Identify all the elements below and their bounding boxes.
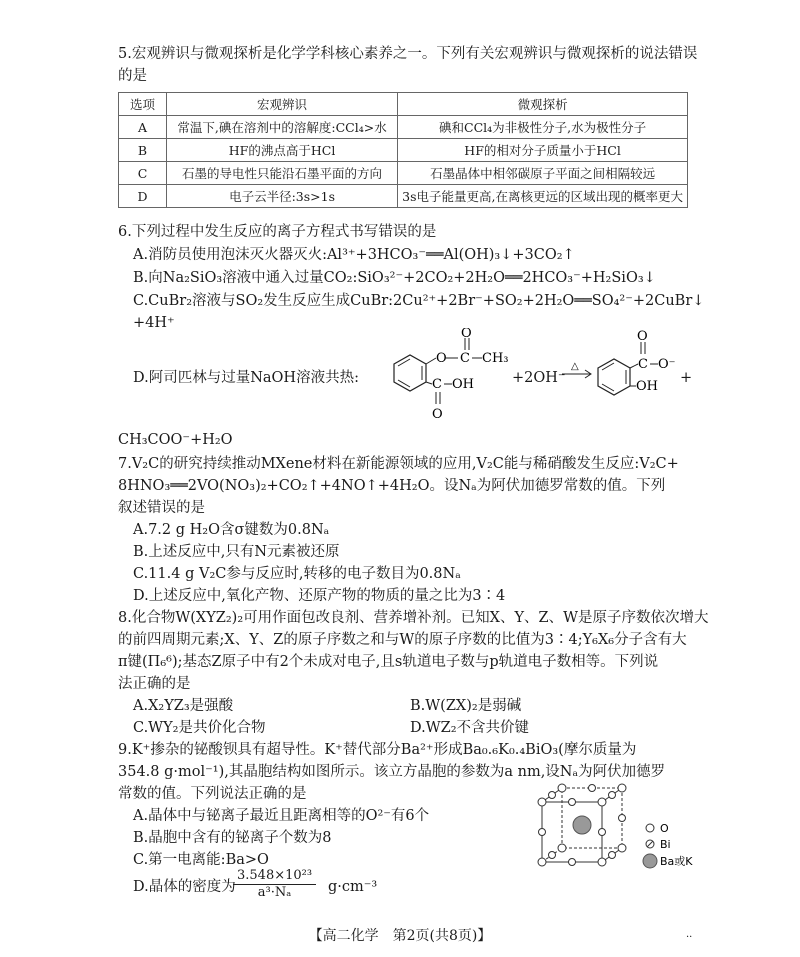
legend-o: O [660,822,669,835]
salicylate-c-label: C [638,357,648,372]
legend-ba-k: Ba或K [660,855,693,868]
table-header-cell: 微观探析 [398,93,688,116]
table-cell: C [119,162,167,185]
table-row [119,116,688,139]
salicylate-o-minus: O⁻ [658,357,676,372]
q8-stem-line3: π键(Π₆⁶);基态Z原子中有2个未成对电子,且s轨道电子数与p轨道电子数相等。下列说 [118,654,659,670]
table-cell: 电子云半径:3s>1s [166,185,397,208]
aspirin-structure [372,328,512,424]
q7-option-a: A.7.2 g H₂O含σ键数为0.8Nₐ [133,522,330,538]
heat-arrow [560,360,594,384]
table-cell: B [119,139,167,162]
table-cell: HF的沸点高于HCl [166,139,397,162]
q6-stem: 6.下列过程中发生反应的离子方程式书写错误的是 [118,224,437,240]
density-fraction [233,868,316,901]
q9-stem-line2: 354.8 g·mol⁻¹),其晶胞结构如图所示。该立方晶胞的参数为a nm,设Nₐ为阿伏加德罗 [118,764,666,780]
q9-stem-line3: 常数的值。下列说法正确的是 [118,786,307,802]
q5-table [118,92,688,208]
aspirin-c2-label: C [432,377,442,392]
q6-option-d-prefix: D.阿司匹林与过量NaOH溶液共热: [133,370,359,386]
table-cell: 碘和CCl₄为非极性分子,水为极性分子 [398,116,688,139]
q7-stem-line2: 8HNO₃══2VO(NO₃)₂+CO₂↑+4NO↑+4H₂O。设Nₐ为阿伏加德罗常数的值。下列 [118,478,666,494]
q6-option-c-line2: +4H⁺ [133,315,175,331]
q8-option-d: D.WZ₂不含共价键 [410,720,530,736]
q6-option-c-line1: C.CuBr₂溶液与SO₂发生反应生成CuBr:2Cu²⁺+2Br⁻+SO₂+2H₂O══SO₄²⁻+2CuBr↓ [133,293,705,309]
table-cell: D [119,185,167,208]
q8-option-b: B.W(ZX)₂是弱碱 [410,698,522,714]
q6-d-plus: + [680,370,693,386]
q8-stem-line1: 8.化合物W(XYZ₂)₂可用作面包改良剂、营养增补剂。已知X、Y、Z、W是原子序数依次增大 [118,610,709,626]
table-cell: A [119,116,167,139]
q8-stem-line4: 法正确的是 [118,676,191,692]
density-denominator: a³·Nₐ [257,885,292,900]
aspirin-o-label: O [436,351,447,366]
q9-option-b: B.晶胞中含有的铋离子个数为8 [133,830,332,846]
q8-option-a: A.X₂YZ₃是强酸 [133,698,234,714]
table-cell: 常温下,碘在溶剂中的溶解度:CCl₄>水 [166,116,397,139]
salicylate-o-top: O [637,329,648,344]
q7-option-b: B.上述反应中,只有N元素被还原 [133,544,340,560]
q7-option-d: D.上述反应中,氧化产物、还原产物的物质的量之比为3∶4 [133,588,506,604]
q6-d-line2: CH₃COO⁻+H₂O [118,432,233,448]
salicylate-structure [590,328,693,398]
aspirin-ch3: CH₃ [482,351,509,366]
corner-mark: ·· [686,932,693,943]
aspirin-oh: OH [452,377,474,392]
table-row [119,139,688,162]
aspirin-c-label: C [460,351,470,366]
q9-option-d-prefix: D.晶体的密度为 [133,879,236,895]
table-header-cell: 选项 [119,93,167,116]
density-unit: g·cm⁻³ [328,879,378,895]
salicylate-oh: OH [636,379,658,394]
q9-option-c: C.第一电离能:Ba>O [133,852,269,868]
legend-bi: Bi [660,838,671,851]
q8-stem-line2: 的前四周期元素;X、Y、Z的原子序数之和与W的原子序数的比值为3∶4;Y₆X₆分子含有大 [118,632,687,648]
q6-d-reagent: +2OH⁻ [512,370,566,386]
q7-stem-line1: 7.V₂C的研究持续推动MXene材料在新能源领域的应用,V₂C能与稀硝酸发生反应:V₂C+ [118,456,679,472]
table-cell: 石墨晶体中相邻碳原子平面之间相隔较远 [398,162,688,185]
table-row [119,162,688,185]
page-footer: 【高二化学 第2页(共8页)】 [308,928,492,944]
q8-option-c: C.WY₂是共价化合物 [133,720,266,736]
crystal-cell-figure [530,782,710,878]
q6-option-a: A.消防员使用泡沫灭火器灭火:Al³⁺+3HCO₃⁻══Al(OH)₃↓+3CO₂↑ [133,247,575,263]
q9-option-a: A.晶体中与铋离子最近且距离相等的O²⁻有6个 [133,808,430,824]
table-cell: HF的相对分子质量小于HCl [398,139,688,162]
density-numerator: 3.548×10²³ [233,868,316,885]
aspirin-o-bottom: O [432,407,443,422]
table-header-row [119,93,688,116]
table-cell: 石墨的导电性只能沿石墨平面的方向 [166,162,397,185]
table-cell: 3s电子能量更高,在离核更远的区域出现的概率更大 [398,185,688,208]
table-header-cell: 宏观辨识 [166,93,397,116]
aspirin-o-top: O [461,328,472,341]
heat-delta: △ [571,361,579,372]
q5-stem-line1: 5.宏观辨识与微观探析是化学学科核心素养之一。下列有关宏观辨识与微观探析的说法错误 [118,46,698,62]
q5-stem-line2: 的是 [118,68,147,84]
q7-option-c: C.11.4 g V₂C参与反应时,转移的电子数目为0.8Nₐ [133,566,461,582]
q6-option-b: B.向Na₂SiO₃溶液中通入过量CO₂:SiO₃²⁻+2CO₂+2H₂O══2HCO₃⁻+H₂SiO₃↓ [133,270,656,286]
q9-stem-line1: 9.K⁺掺杂的铋酸钡具有超导性。K⁺替代部分Ba²⁺形成Ba₀.₆K₀.₄BiO₃(摩尔质量为 [118,742,637,758]
q7-stem-line3: 叙述错误的是 [118,500,205,516]
table-row [119,185,688,208]
